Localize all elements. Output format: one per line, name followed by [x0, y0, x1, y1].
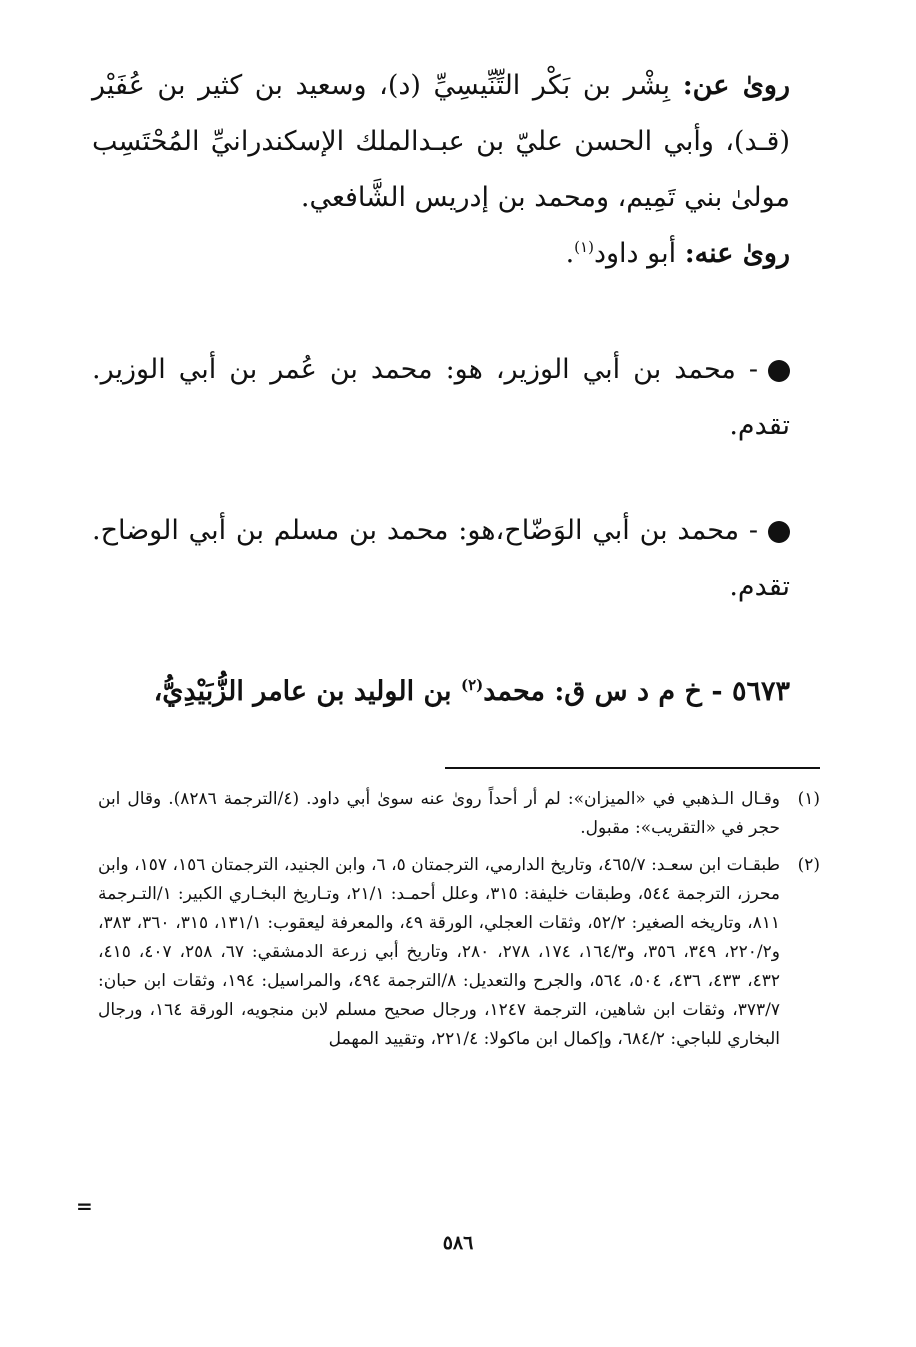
narrated-from-paragraph — [92, 58, 820, 226]
page-number: ٥٨٦ — [442, 1232, 474, 1254]
entry-waddah-paragraph — [92, 503, 820, 615]
footnote-divider — [445, 767, 820, 769]
narrated-from-text: بِشْر بن بَكْر التِّنِّيسِيِّ (د)، وسعيد بن كثير بن عُفَيْر (قـد)، وأبي الحسن عليّ بن عبـدالملك الإسكندرانيِّ المُحْتَسِب مولىٰ بني تَمِيم، ومحمد بن إدريس الشَّافعي. — [92, 70, 790, 213]
narrated-by-paragraph — [92, 226, 820, 282]
bullet-icon — [768, 521, 790, 543]
bullet-icon — [768, 360, 790, 382]
entry-waddah-text: - محمد بن أبي الوَضّاح،هو: محمد بن مسلم بن أبي الوضاح. تقدم. — [92, 515, 790, 602]
footnote-ref-2: (٢) — [460, 676, 484, 694]
footnote-1 — [98, 785, 820, 843]
narrated-by-label: روىٰ عنه: — [684, 238, 790, 269]
entry-5673 — [92, 664, 820, 720]
footnote-ref-1: (١) — [574, 238, 594, 256]
entry-waddah — [92, 503, 820, 615]
entry-5673-rest: بن الوليد بن عامر الزُّبَيْدِيُّ، — [153, 676, 461, 707]
footnote-text: طبقـات ابن سعـد: ٤٦٥/٧، وتاريخ الدارمي، الترجمتان ٥، ٦، وابن الجنيد، الترجمتان ١٥٦، ١٥٧، وابن محرز، الترجمة ٥٤٤، وطبقات خليفة: ٣١٥، وعلل أحمـد: ٢١/١، وتـاريخ البخـاري الكبير: ١/التـرجمة ٨١١، وتاريخه الصغير: ٥٢/٢، وثقات العجلي، الورقة ٤٩، والمعرفة ليعقوب: ١٣١/١، ٣١٥، ٣٦٠، ٣٨٣، و٢٢٠/٢، ٣٤٩، ٣٥٦، و١٦٤/٣، ١٧٤، ٢٧٨، ٢٨٠، وتاريخ أبي زرعة الدمشقي: ٦٧، ٢٥٨، ٤٠٧، ٤١٥، ٤٣٢، ٤٣٣، ٤٣٦، ٥٠٤، ٥٦٤، والجرح والتعديل: ٨/الترجمة ٤٩٤، والمراسيل: ١٩٤، وثقات ابن حبان: ٣٧٣/٧، وثقات ابن شاهين، الترجمة ١٢٤٧، ورجال صحيح مسلم لابن منجويه، الورقة ١٦٤، ورجال البخاري للباجي: ٦٨٤/٢، وإكمال ابن ماكولا: ٢٢١/٤، وتقييد المهمل — [98, 855, 781, 1049]
entry-wazir-text: - محمد بن أبي الوزير، هو: محمد بن عُمر بن أبي الوزير. تقدم. — [92, 354, 790, 441]
narrated-by-text: أبو داود — [593, 238, 677, 269]
footnote-number: (٢) — [797, 855, 820, 875]
entry-wazir-paragraph — [92, 342, 820, 454]
main-text-block — [92, 58, 820, 282]
entry-5673-heading — [92, 664, 820, 720]
entry-wazir — [92, 342, 820, 454]
footnotes-section — [98, 785, 820, 1062]
footnote-2 — [98, 851, 820, 1054]
entry-5673-head: ٥٦٧٣ - خ م د س ق: محمد — [483, 676, 790, 707]
footnote-text: وقـال الـذهبي في «الميزان»: لم أر أحداً روىٰ عنه سوىٰ أبي داود. (٤/الترجمة ٨٢٨٦). وقال ابن حجر في «التقريب»: مقبول. — [98, 789, 780, 838]
footnote-number: (١) — [797, 789, 820, 809]
continuation-mark: = — [76, 1194, 93, 1218]
narrated-by-end: . — [565, 238, 575, 269]
narrated-from-label: روىٰ عن: — [682, 70, 790, 101]
